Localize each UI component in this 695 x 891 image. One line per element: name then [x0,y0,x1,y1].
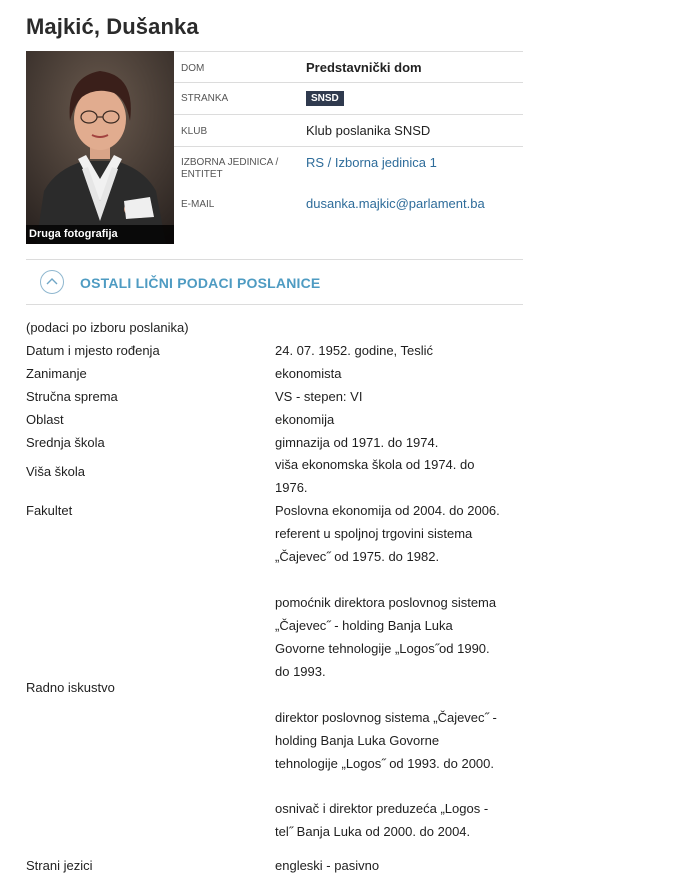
field-label: Oblast [26,412,64,427]
work-entry-2-line4: do 1993. [275,664,326,679]
izborna-label-line1: IZBORNA JEDINICA / [181,157,279,168]
klub-label: KLUB [181,126,208,137]
klub-value: Klub poslanika SNSD [306,123,431,138]
izborna-link[interactable]: RS / Izborna jedinica 1 [306,155,437,170]
work-entry-3-line2: holding Banja Luka Govorne [275,733,440,748]
dom-value: Predstavnički dom [306,60,422,75]
work-label: Radno iskustvo [26,680,115,695]
profile-photo[interactable] [26,51,174,244]
college-value-line1: viša ekonomska škola od 1974. do [275,457,475,472]
details-note: (podaci po izboru poslanika) [26,320,189,335]
portrait-image [26,51,174,244]
section-title: OSTALI LIČNI PODACI POSLANICE [80,275,321,291]
birth-value: 24. 07. 1952. godine, Teslić [275,343,434,358]
info-table [174,51,523,247]
languages-label: Strani jezici [26,858,93,873]
work-entry-2-line2: „Čajevec˝ - holding Banja Luka [275,618,453,633]
field-value: ekonomija [275,412,335,427]
work-entry-3-line3: tehnologije „Logos˝ od 1993. do 2000. [275,756,495,771]
work-entry-4-line1: osnivač i direktor preduzeća „Logos - [275,801,489,816]
languages-value: engleski - pasivno [275,858,380,873]
occupation-value: ekonomista [275,366,342,381]
college-label: Viša škola [26,464,86,479]
work-entry-2-line3: Govorne tehnologije „Logos˝od 1990. [275,641,490,656]
email-link[interactable]: dusanka.majkic@parlament.ba [306,196,485,211]
work-entry-1-line2: „Čajevec˝ od 1975. do 1982. [275,549,440,564]
dom-label: DOM [181,63,205,74]
college-value-line2: 1976. [275,480,308,495]
info-row-stranka [174,83,523,115]
work-entry-2-line1: pomoćnik direktora poslovnog sistema [275,595,497,610]
qualification-value: VS - stepen: VI [275,389,363,404]
work-entry-3-line1: direktor poslovnog sistema „Čajevec˝ - [275,710,497,725]
chevron-up-icon[interactable] [40,270,64,294]
high-school-label: Srednja škola [26,435,105,450]
email-label: E-MAIL [181,199,215,210]
info-row-klub [174,115,523,147]
photo-caption[interactable]: Druga fotografija [26,225,174,244]
qualification-label: Stručna sprema [26,389,118,404]
info-row-izborna [174,147,523,247]
work-entry-1-line1: referent u spoljnoj trgovini sistema [275,526,473,541]
party-badge: SNSD [306,91,344,106]
faculty-label: Fakultet [26,503,73,518]
birth-label: Datum i mjesto rođenja [26,343,160,358]
info-row-dom [174,52,523,83]
izborna-label-line2: ENTITET [181,169,223,180]
occupation-label: Zanimanje [26,366,87,381]
high-school-value: gimnazija od 1971. do 1974. [275,435,439,450]
section-toggle-header[interactable] [26,259,523,305]
work-entry-4-line2: tel˝ Banja Luka od 2000. do 2004. [275,824,471,839]
stranka-label: STRANKA [181,93,229,104]
faculty-value: Poslovna ekonomija od 2004. do 2006. [275,503,500,518]
page-title: Majkić, Dušanka [26,14,199,39]
